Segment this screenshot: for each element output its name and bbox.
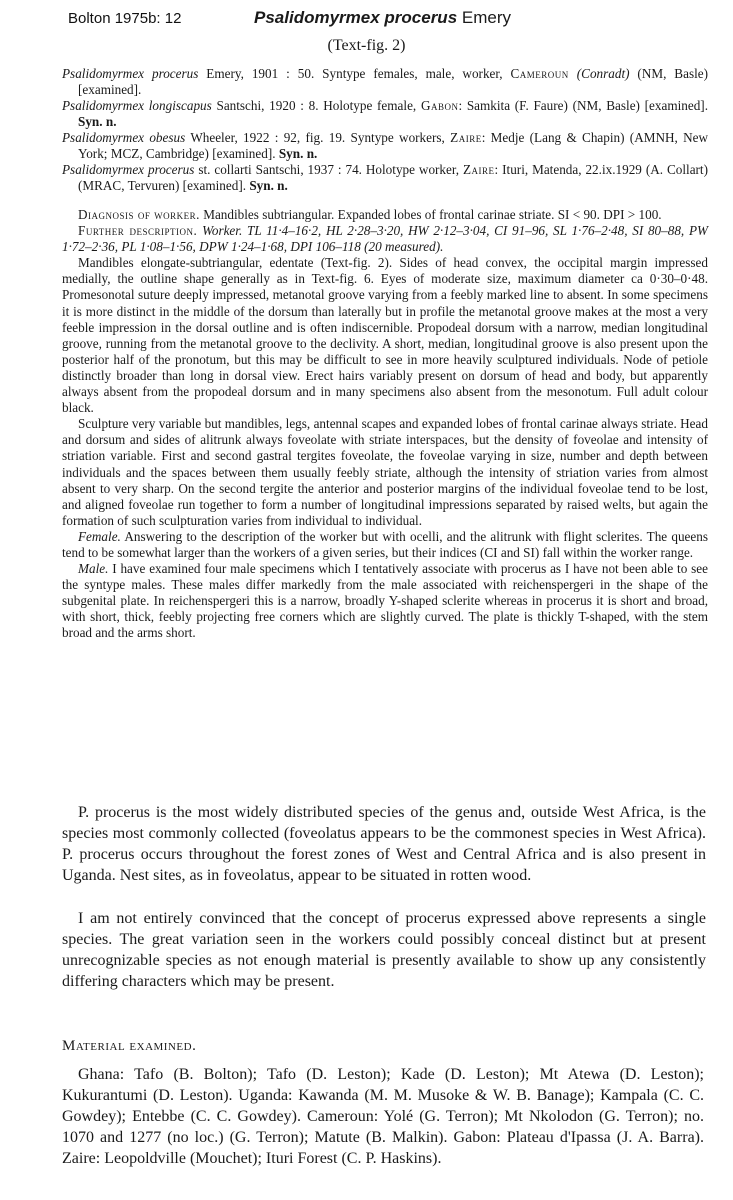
female-text: Answering to the description of the worker but with ocelli, and the alitrunk with flight sclerites. The queens tend to be somewhat larger than the workers of a given series, but their indices (CI and SI) fall within the worker range. [62, 528, 708, 560]
syn-note: Syn. n. [78, 114, 117, 129]
synonymy-tail: : Samkita (F. Faure) (NM, Basle) [examined]. [458, 98, 708, 113]
further-label: Further description. [78, 223, 198, 239]
taxon-name: Psalidomyrmex procerus [62, 66, 199, 81]
taxon-name: Psalidomyrmex longiscapus [62, 98, 212, 113]
synonymy-tail: (NM, Basle) [examined]. [78, 66, 709, 97]
locality: Gabon [420, 98, 459, 113]
synonymy-entry [62, 130, 708, 162]
sculpture-paragraph: Sculpture very variable but mandibles, legs, antennal scapes and expanded lobes of frontal carinae always striate. Head and dorsum and sides of alitrunk always foveolate with striate interspaces, but the density of foveolae and intensity of striation variable. First and second gastral tergites foveolate, the foveolae varying in size, number and depth between individuals and the spaces between them usually feebly striate, although the intensity of striation varies from almost absent to very sharp. On the second tergite the anterior and posterior margins of the individual foveolae tend to be lost, and aligned foveolae run together to form a number of longitudinal impressions separated by raised welts, but again the formation of such sculpturation varies from individual to individual. [62, 416, 708, 528]
concept-block [62, 908, 706, 992]
synonymy-text: Emery, 1901 : 50. Syntype females, male, worker, [198, 66, 511, 81]
further-description-paragraph [62, 223, 708, 255]
synonymy-entry [62, 162, 708, 194]
male-text: I have examined four male specimens which I tentatively associate with procerus as I have not been able to see the syntype males. These males differ markedly from the male associated with reichenspergeri in the shape of the subgenital plate. In reichenspergeri this is a narrow, broadly Y-shaped sclerite whereas in procerus it is short and broad, with short, thick, feebly projecting free corners which are slightly curved. The plate is thickly T-shaped, with the stem broad and the arms short. [62, 561, 708, 641]
taxon-name: Psalidomyrmex procerus [62, 162, 195, 177]
synonymy-tail: : Medje (Lang & Chapin) (AMNH, New York; MCZ, Cambridge) [examined]. [78, 130, 708, 161]
material-heading: Material examined. [62, 1038, 197, 1054]
female-paragraph [62, 529, 708, 561]
diagnosis-paragraph [62, 207, 708, 223]
synonymy-text: st. collarti Santschi, 1937 : 74. Holotype worker, [194, 162, 463, 177]
male-label: Male. [78, 561, 109, 577]
female-label: Female. [78, 528, 121, 544]
synonymy-text: Santschi, 1920 : 8. Holotype female, [211, 98, 421, 113]
synonymy-entry [62, 98, 708, 130]
caste-label: Worker. [202, 223, 243, 239]
distribution-paragraph: P. procerus is the most widely distributed species of the genus and, outside West Africa, is the species most commonly collected (foveolatus appears to be the commonest species in West Africa). P. procerus occurs throughout the forest zones of West and Central Africa and is also present in Uganda. Nest sites, as in foveolatus, appear to be situated in rotten wood. [62, 804, 706, 884]
diagnosis-text: Mandibles subtriangular. Expanded lobes of frontal carinae striate. SI < 90. DPI > 100. [199, 207, 662, 222]
title-author: Emery [461, 8, 512, 27]
collector: (Conradt) [576, 66, 630, 81]
distribution-block [62, 802, 706, 886]
synonymy-text: Wheeler, 1922 : 92, fig. 19. Syntype workers, [185, 130, 451, 145]
material-block [62, 1064, 704, 1169]
description-block [62, 207, 708, 642]
concept-paragraph: I am not entirely convinced that the concept of procerus expressed above represents a single species. The great variation seen in the workers could possibly conceal distinct but at present unrecognizable species as not enough material is presently available to show up any consistently differing characters which may be present. [62, 910, 706, 990]
locality: Zaire [450, 130, 482, 145]
figure-reference: (Text-fig. 2) [327, 37, 406, 54]
synonymy-list [62, 66, 708, 194]
locality: Zaire [462, 162, 495, 177]
page-reference: Bolton 1975b: 12 [68, 10, 182, 27]
measurements-text: TL 11·4–16·2, HL 2·28–3·20, HW 2·12–3·04, CI 91–96, SL 1·76–2·48, SI 80–88, PW 1·72–2·36, PL 1·08–1·56, DPW 1·24–1·68, DPI 106–118 (20 measured). [62, 223, 708, 255]
synonymy-tail: : Ituri, Matenda, 22.ix.1929 (A. Collart) (MRAC, Tervuren) [examined]. [78, 162, 708, 193]
syn-note: Syn. n. [249, 178, 288, 193]
taxon-name: Psalidomyrmex obesus [62, 130, 186, 145]
synonymy-entry [62, 66, 708, 98]
mandibles-paragraph: Mandibles elongate-subtriangular, edentate (Text-fig. 2). Sides of head convex, the occipital margin impressed medially, the outline shape generally as in Text-fig. 6. Eyes of moderate size, maximum diameter ca 0·30–0·48. Promesonotal suture deeply impressed, metanotal groove varying from a feebly marked line to absent. In some specimens it is more distinct in the middle of the dorsum than laterally but in profile the metanotal groove makes at the most a very feeble impression in the dorsal outline and is often indiscernible. Propodeal dorsum with a narrow, median longitudinal groove, running from the metanotal groove to the declivity. A short, median, longitudinal groove is also present upon the posterior half of the pronotum, but this may be difficult to see in more heavily sculptured individuals. Node of petiole distinctly broader than long in dorsal view. Erect hairs variably present on dorsum of head and body, but apparently always absent from the propodeal dorsum and in many specimens also absent from the mesonotum. Full adult colour black. [62, 255, 708, 416]
material-paragraph: Ghana: Tafo (B. Bolton); Tafo (D. Leston); Kade (D. Leston); Mt Atewa (D. Leston); Kukurantumi (D. Leston). Uganda: Kawanda (M. M. Musoke & W. B. Banage); Kampala (C. C. Gowdey); Entebbe (C. C. Gowdey). Cameroun: Yolé (G. Terron); Mt Nkolodon (G. Terron); no. 1070 and 1277 (no loc.) (G. Terron); Matute (B. Malkin). Gabon: Plateau d'Ipassa (J. A. Barra). Zaire: Leopoldville (Mouchet); Ituri Forest (C. P. Haskins). [62, 1066, 704, 1167]
title-species: Psalidomyrmex procerus [254, 8, 458, 27]
page-title [254, 8, 511, 28]
diagnosis-label: Diagnosis of worker. [78, 207, 200, 222]
syn-note: Syn. n. [278, 146, 318, 161]
male-paragraph [62, 561, 708, 641]
locality: Cameroun [510, 66, 569, 81]
